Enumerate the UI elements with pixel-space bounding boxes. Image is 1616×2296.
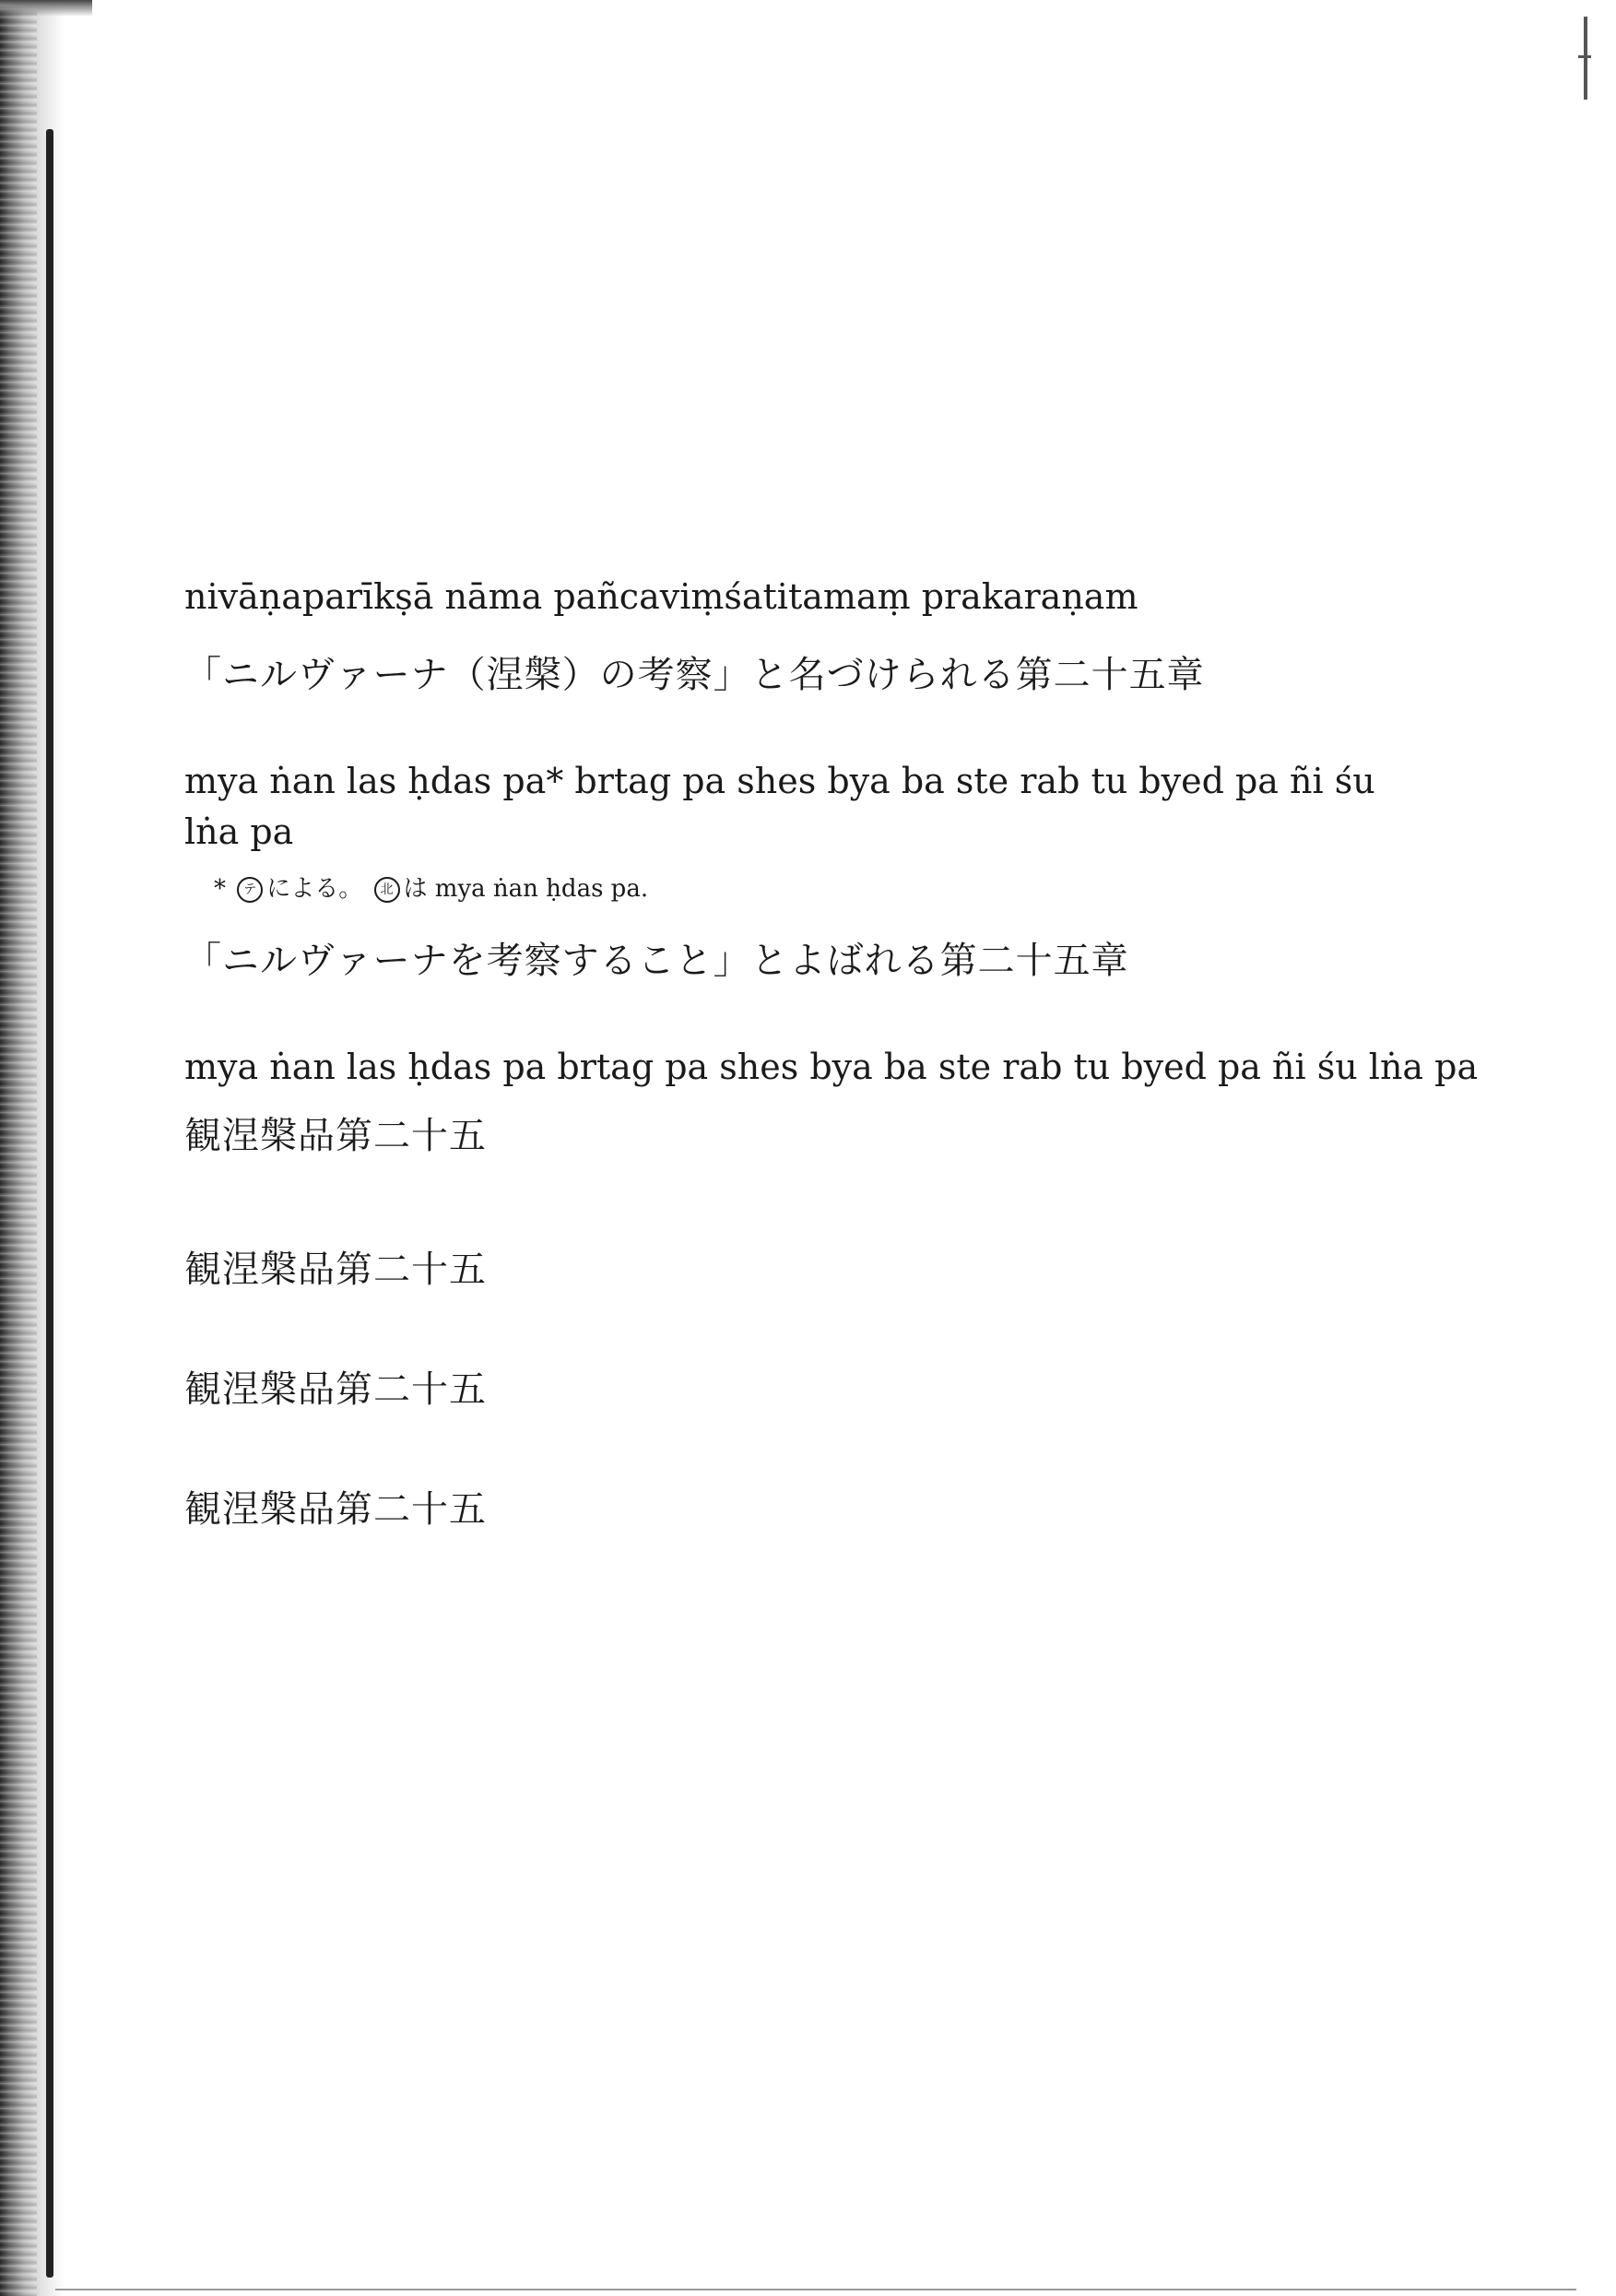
chinese-title-2: 観涅槃品第二十五 (184, 1249, 487, 1291)
footnote-text-2: は mya ṅan ḥdas pa. (403, 875, 649, 903)
binding-shadow (0, 0, 65, 2296)
source-mark-hoku: 北 (374, 877, 400, 903)
footnote-marker: * (214, 875, 226, 903)
page-curl (0, 0, 92, 17)
tibetan-chapter-title-line2: lṅa pa (184, 811, 294, 852)
tibetan-chapter-title-variant: mya ṅan las ḥdas pa brtag pa shes bya ba ste rab tu byed pa ñi śu lṅa pa (184, 1047, 1479, 1087)
binding-line (46, 129, 53, 2278)
tibetan-chapter-title-line1: mya ṅan las ḥdas pa* brtag pa shes bya ba ste rab tu byed pa ñi śu (184, 761, 1375, 801)
footnote-text-1: による。 (266, 875, 363, 903)
chinese-title-1: 観涅槃品第二十五 (184, 1115, 487, 1157)
page-bottom-edge (55, 2289, 1576, 2290)
source-mark-te: テ (237, 877, 263, 903)
margin-mark (1584, 17, 1587, 100)
sanskrit-chapter-title: nivāṇaparīkṣā nāma pañcaviṃśatitamaṃ prakaraṇam (184, 576, 1138, 617)
chinese-title-4: 観涅槃品第二十五 (184, 1488, 487, 1531)
margin-tick (1578, 55, 1591, 58)
chinese-title-3: 観涅槃品第二十五 (184, 1368, 487, 1411)
tibetan-title-translation: 「ニルヴァーナを考察すること」とよばれる第二十五章 (184, 940, 1129, 982)
sanskrit-title-translation: 「ニルヴァーナ（涅槃）の考察」と名づけられる第二十五章 (184, 654, 1205, 696)
footnote (214, 870, 648, 904)
